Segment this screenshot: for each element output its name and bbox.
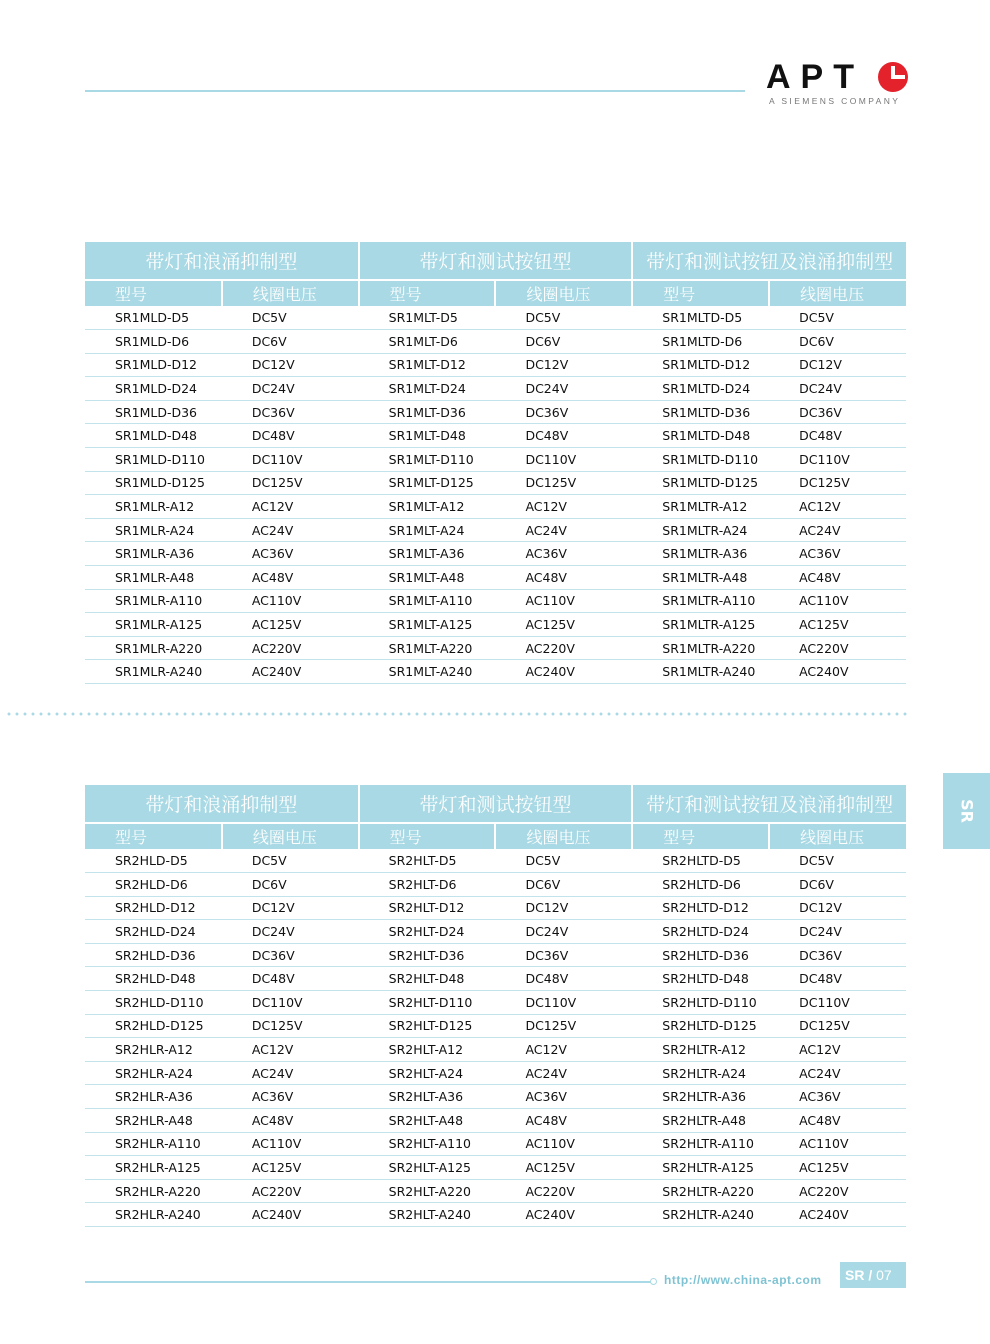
table-row (85, 306, 906, 330)
model-cell: SR1MLR-A12 (85, 495, 222, 519)
coil-voltage-cell: DC125V (769, 471, 906, 495)
coil-voltage-cell: AC48V (769, 566, 906, 590)
model-cell: SR2HLR-A240 (85, 1203, 222, 1227)
model-cell: SR2HLTR-A48 (632, 1109, 769, 1133)
model-cell: SR1MLT-A125 (359, 613, 496, 637)
model-cell: SR2HLTR-A220 (632, 1179, 769, 1203)
table-row (85, 1014, 906, 1038)
coil-voltage-cell: AC125V (495, 613, 632, 637)
model-cell: SR1MLTR-A12 (632, 495, 769, 519)
model-cell: SR1MLT-A24 (359, 518, 496, 542)
coil-voltage-cell: DC5V (222, 306, 359, 330)
model-cell: SR1MLR-A24 (85, 518, 222, 542)
coil-voltage-cell: AC240V (769, 1203, 906, 1227)
col-header-coil-voltage: 线圈电压 (495, 280, 632, 306)
model-cell: SR2HLR-A220 (85, 1179, 222, 1203)
footer-url: http://www.china-apt.com (664, 1273, 822, 1287)
group-title-lamp-test: 带灯和测试按钮型 (359, 785, 633, 823)
table-row (85, 991, 906, 1015)
model-cell: SR2HLD-D36 (85, 943, 222, 967)
page-separator: / (868, 1267, 873, 1283)
table-row (85, 660, 906, 684)
model-cell: SR1MLD-D5 (85, 306, 222, 330)
page-number-badge (840, 1262, 906, 1288)
table-row (85, 542, 906, 566)
apt-logo (766, 58, 916, 108)
table-row (85, 448, 906, 472)
model-cell: SR1MLT-D24 (359, 377, 496, 401)
model-cell: SR2HLT-A12 (359, 1038, 496, 1062)
coil-voltage-cell: DC12V (495, 896, 632, 920)
col-header-model: 型号 (85, 823, 222, 849)
model-cell: SR1MLT-A240 (359, 660, 496, 684)
col-header-coil-voltage: 线圈电压 (495, 823, 632, 849)
table-row (85, 1085, 906, 1109)
table-row (85, 1203, 906, 1227)
model-cell: SR1MLTD-D6 (632, 330, 769, 354)
coil-voltage-cell: AC36V (769, 542, 906, 566)
coil-voltage-cell: AC12V (222, 495, 359, 519)
model-cell: SR1MLT-A48 (359, 566, 496, 590)
model-cell: SR1MLTR-A220 (632, 636, 769, 660)
table-row (85, 849, 906, 873)
footer-rule (85, 1281, 652, 1283)
table-row (85, 1038, 906, 1062)
coil-voltage-cell: AC12V (222, 1038, 359, 1062)
coil-voltage-cell: DC12V (495, 353, 632, 377)
coil-voltage-cell: AC110V (769, 589, 906, 613)
table-row (85, 920, 906, 944)
coil-voltage-cell: DC6V (769, 873, 906, 897)
coil-voltage-cell: AC240V (769, 660, 906, 684)
model-cell: SR1MLTR-A240 (632, 660, 769, 684)
model-cell: SR1MLTD-D12 (632, 353, 769, 377)
coil-voltage-cell: DC48V (495, 424, 632, 448)
model-cell: SR1MLTR-A24 (632, 518, 769, 542)
model-cell: SR1MLT-D36 (359, 400, 496, 424)
model-cell: SR1MLD-D48 (85, 424, 222, 448)
table-row (85, 1109, 906, 1133)
model-cell: SR1MLTD-D5 (632, 306, 769, 330)
coil-voltage-cell: DC12V (769, 896, 906, 920)
model-cell: SR2HLT-A48 (359, 1109, 496, 1133)
model-cell: SR2HLTR-A125 (632, 1156, 769, 1180)
coil-voltage-cell: DC24V (769, 920, 906, 944)
coil-voltage-cell: AC48V (495, 566, 632, 590)
coil-voltage-cell: AC24V (769, 1061, 906, 1085)
coil-voltage-cell: DC36V (769, 943, 906, 967)
col-header-model: 型号 (85, 280, 222, 306)
table-row (85, 353, 906, 377)
coil-voltage-cell: AC24V (769, 518, 906, 542)
coil-voltage-cell: DC110V (495, 991, 632, 1015)
model-cell: SR2HLT-D5 (359, 849, 496, 873)
table-row (85, 1132, 906, 1156)
coil-voltage-cell: DC5V (769, 849, 906, 873)
coil-voltage-cell: DC24V (495, 377, 632, 401)
model-cell: SR2HLR-A125 (85, 1156, 222, 1180)
coil-voltage-cell: AC24V (495, 1061, 632, 1085)
model-cell: SR1MLR-A36 (85, 542, 222, 566)
table-row (85, 518, 906, 542)
col-header-coil-voltage: 线圈电压 (769, 280, 906, 306)
footer-dot-icon (650, 1278, 657, 1285)
coil-voltage-cell: DC36V (769, 400, 906, 424)
coil-voltage-cell: AC36V (769, 1085, 906, 1109)
model-cell: SR2HLD-D48 (85, 967, 222, 991)
model-cell: SR1MLT-D110 (359, 448, 496, 472)
coil-voltage-cell: AC125V (769, 1156, 906, 1180)
clock-logo-icon (878, 62, 908, 92)
coil-voltage-cell: AC12V (769, 1038, 906, 1062)
coil-voltage-cell: DC36V (495, 400, 632, 424)
model-cell: SR2HLD-D125 (85, 1014, 222, 1038)
coil-voltage-cell: AC240V (495, 660, 632, 684)
model-cell: SR1MLTR-A48 (632, 566, 769, 590)
coil-voltage-cell: AC48V (222, 1109, 359, 1133)
coil-voltage-cell: DC110V (769, 991, 906, 1015)
col-header-coil-voltage: 线圈电压 (222, 280, 359, 306)
model-cell: SR2HLT-A24 (359, 1061, 496, 1085)
coil-voltage-cell: AC240V (222, 660, 359, 684)
table-row (85, 1179, 906, 1203)
model-cell: SR2HLT-A110 (359, 1132, 496, 1156)
model-cell: SR1MLTR-A125 (632, 613, 769, 637)
spec-table-sr2 (85, 785, 906, 1227)
coil-voltage-cell: DC24V (222, 377, 359, 401)
model-cell: SR1MLR-A220 (85, 636, 222, 660)
coil-voltage-cell: AC110V (222, 1132, 359, 1156)
coil-voltage-cell: AC12V (495, 1038, 632, 1062)
model-cell: SR1MLR-A48 (85, 566, 222, 590)
page-section: SR (845, 1267, 865, 1283)
model-cell: SR1MLT-D12 (359, 353, 496, 377)
table-row (85, 873, 906, 897)
coil-voltage-cell: DC24V (222, 920, 359, 944)
coil-voltage-cell: AC110V (222, 589, 359, 613)
coil-voltage-cell: AC48V (222, 566, 359, 590)
model-cell: SR2HLTR-A240 (632, 1203, 769, 1227)
side-tab-label: SR (957, 799, 976, 823)
model-cell: SR1MLTR-A36 (632, 542, 769, 566)
model-cell: SR2HLTR-A12 (632, 1038, 769, 1062)
table-row (85, 424, 906, 448)
model-cell: SR2HLR-A48 (85, 1109, 222, 1133)
model-cell: SR2HLR-A36 (85, 1085, 222, 1109)
logo-text: APT (766, 58, 864, 96)
coil-voltage-cell: DC125V (495, 1014, 632, 1038)
coil-voltage-cell: DC5V (495, 306, 632, 330)
coil-voltage-cell: DC110V (495, 448, 632, 472)
model-cell: SR1MLTD-D24 (632, 377, 769, 401)
coil-voltage-cell: DC6V (222, 330, 359, 354)
table-row (85, 613, 906, 637)
coil-voltage-cell: AC24V (222, 1061, 359, 1085)
coil-voltage-cell: AC125V (222, 1156, 359, 1180)
coil-voltage-cell: DC48V (769, 967, 906, 991)
model-cell: SR2HLTD-D6 (632, 873, 769, 897)
coil-voltage-cell: DC125V (222, 1014, 359, 1038)
model-cell: SR2HLT-D12 (359, 896, 496, 920)
model-cell: SR2HLTD-D24 (632, 920, 769, 944)
coil-voltage-cell: AC36V (222, 1085, 359, 1109)
coil-voltage-cell: DC36V (222, 943, 359, 967)
model-cell: SR1MLD-D110 (85, 448, 222, 472)
coil-voltage-cell: DC6V (495, 330, 632, 354)
coil-voltage-cell: AC24V (222, 518, 359, 542)
model-cell: SR2HLTR-A110 (632, 1132, 769, 1156)
model-cell: SR1MLT-A110 (359, 589, 496, 613)
model-cell: SR1MLT-D125 (359, 471, 496, 495)
group-title-lamp-test: 带灯和测试按钮型 (359, 242, 633, 280)
model-cell: SR1MLTD-D36 (632, 400, 769, 424)
table-row (85, 967, 906, 991)
table-row (85, 896, 906, 920)
col-header-model: 型号 (632, 280, 769, 306)
table-row (85, 400, 906, 424)
coil-voltage-cell: DC12V (769, 353, 906, 377)
model-cell: SR2HLR-A24 (85, 1061, 222, 1085)
col-header-model: 型号 (359, 280, 496, 306)
coil-voltage-cell: DC5V (769, 306, 906, 330)
spec-table-sr1 (85, 242, 906, 684)
model-cell: SR2HLT-D36 (359, 943, 496, 967)
model-cell: SR2HLD-D5 (85, 849, 222, 873)
table-row (85, 636, 906, 660)
table-row (85, 471, 906, 495)
model-cell: SR2HLT-D110 (359, 991, 496, 1015)
model-cell: SR2HLT-D24 (359, 920, 496, 944)
model-cell: SR2HLT-A220 (359, 1179, 496, 1203)
coil-voltage-cell: AC240V (495, 1203, 632, 1227)
coil-voltage-cell: DC48V (769, 424, 906, 448)
model-cell: SR1MLT-D5 (359, 306, 496, 330)
model-cell: SR1MLR-A240 (85, 660, 222, 684)
model-cell: SR1MLD-D125 (85, 471, 222, 495)
model-cell: SR1MLT-A220 (359, 636, 496, 660)
coil-voltage-cell: AC36V (495, 542, 632, 566)
coil-voltage-cell: DC5V (495, 849, 632, 873)
coil-voltage-cell: DC48V (222, 967, 359, 991)
table-row (85, 377, 906, 401)
coil-voltage-cell: AC220V (222, 636, 359, 660)
coil-voltage-cell: DC6V (495, 873, 632, 897)
coil-voltage-cell: AC36V (222, 542, 359, 566)
coil-voltage-cell: AC220V (222, 1179, 359, 1203)
model-cell: SR1MLD-D6 (85, 330, 222, 354)
model-cell: SR2HLD-D24 (85, 920, 222, 944)
model-cell: SR2HLD-D6 (85, 873, 222, 897)
col-header-coil-voltage: 线圈电压 (222, 823, 359, 849)
model-cell: SR1MLT-A36 (359, 542, 496, 566)
coil-voltage-cell: DC36V (495, 943, 632, 967)
model-cell: SR1MLR-A125 (85, 613, 222, 637)
dotted-divider (5, 712, 910, 716)
coil-voltage-cell: DC48V (495, 967, 632, 991)
coil-voltage-cell: DC110V (222, 448, 359, 472)
coil-voltage-cell: AC220V (495, 1179, 632, 1203)
model-cell: SR2HLR-A12 (85, 1038, 222, 1062)
coil-voltage-cell: AC240V (222, 1203, 359, 1227)
model-cell: SR2HLD-D12 (85, 896, 222, 920)
model-cell: SR2HLTD-D48 (632, 967, 769, 991)
coil-voltage-cell: AC48V (769, 1109, 906, 1133)
model-cell: SR2HLTD-D36 (632, 943, 769, 967)
coil-voltage-cell: DC12V (222, 353, 359, 377)
model-cell: SR1MLTD-D110 (632, 448, 769, 472)
coil-voltage-cell: AC24V (495, 518, 632, 542)
page-number: 07 (876, 1267, 892, 1283)
coil-voltage-cell: AC125V (495, 1156, 632, 1180)
group-title-lamp-surge: 带灯和浪涌抑制型 (85, 242, 359, 280)
col-header-model: 型号 (359, 823, 496, 849)
coil-voltage-cell: AC125V (769, 613, 906, 637)
group-title-lamp-surge: 带灯和浪涌抑制型 (85, 785, 359, 823)
coil-voltage-cell: DC24V (769, 377, 906, 401)
model-cell: SR2HLTD-D5 (632, 849, 769, 873)
model-cell: SR1MLTD-D48 (632, 424, 769, 448)
model-cell: SR1MLT-D48 (359, 424, 496, 448)
table-row (85, 1061, 906, 1085)
coil-voltage-cell: DC125V (495, 471, 632, 495)
table-row (85, 589, 906, 613)
coil-voltage-cell: DC48V (222, 424, 359, 448)
model-cell: SR2HLT-D48 (359, 967, 496, 991)
col-header-model: 型号 (632, 823, 769, 849)
coil-voltage-cell: AC110V (495, 1132, 632, 1156)
model-cell: SR2HLTR-A24 (632, 1061, 769, 1085)
coil-voltage-cell: DC12V (222, 896, 359, 920)
model-cell: SR2HLT-A36 (359, 1085, 496, 1109)
table-row (85, 330, 906, 354)
model-cell: SR1MLTR-A110 (632, 589, 769, 613)
model-cell: SR1MLR-A110 (85, 589, 222, 613)
coil-voltage-cell: DC36V (222, 400, 359, 424)
coil-voltage-cell: AC220V (769, 636, 906, 660)
coil-voltage-cell: AC110V (769, 1132, 906, 1156)
coil-voltage-cell: DC125V (222, 471, 359, 495)
model-cell: SR2HLT-A240 (359, 1203, 496, 1227)
coil-voltage-cell: AC36V (495, 1085, 632, 1109)
table-row (85, 1156, 906, 1180)
section-side-tab (943, 773, 990, 849)
logo-subtitle: A SIEMENS COMPANY (769, 96, 901, 106)
coil-voltage-cell: AC12V (495, 495, 632, 519)
coil-voltage-cell: DC125V (769, 1014, 906, 1038)
model-cell: SR2HLTD-D125 (632, 1014, 769, 1038)
coil-voltage-cell: AC220V (769, 1179, 906, 1203)
coil-voltage-cell: AC110V (495, 589, 632, 613)
coil-voltage-cell: AC125V (222, 613, 359, 637)
model-cell: SR2HLD-D110 (85, 991, 222, 1015)
group-title-lamp-test-surge: 带灯和测试按钮及浪涌抑制型 (632, 242, 906, 280)
model-cell: SR2HLTR-A36 (632, 1085, 769, 1109)
group-title-lamp-test-surge: 带灯和测试按钮及浪涌抑制型 (632, 785, 906, 823)
table-row (85, 495, 906, 519)
coil-voltage-cell: DC6V (222, 873, 359, 897)
coil-voltage-cell: DC5V (222, 849, 359, 873)
coil-voltage-cell: AC12V (769, 495, 906, 519)
model-cell: SR1MLD-D24 (85, 377, 222, 401)
table-row (85, 566, 906, 590)
coil-voltage-cell: AC48V (495, 1109, 632, 1133)
model-cell: SR1MLT-D6 (359, 330, 496, 354)
model-cell: SR2HLT-D125 (359, 1014, 496, 1038)
model-cell: SR2HLTD-D110 (632, 991, 769, 1015)
model-cell: SR1MLT-A12 (359, 495, 496, 519)
coil-voltage-cell: DC110V (769, 448, 906, 472)
model-cell: SR1MLD-D12 (85, 353, 222, 377)
model-cell: SR2HLR-A110 (85, 1132, 222, 1156)
model-cell: SR1MLD-D36 (85, 400, 222, 424)
table-row (85, 943, 906, 967)
model-cell: SR2HLTD-D12 (632, 896, 769, 920)
coil-voltage-cell: AC220V (495, 636, 632, 660)
header-rule (85, 90, 745, 92)
coil-voltage-cell: DC24V (495, 920, 632, 944)
model-cell: SR1MLTD-D125 (632, 471, 769, 495)
model-cell: SR2HLT-A125 (359, 1156, 496, 1180)
model-cell: SR2HLT-D6 (359, 873, 496, 897)
coil-voltage-cell: DC6V (769, 330, 906, 354)
coil-voltage-cell: DC110V (222, 991, 359, 1015)
col-header-coil-voltage: 线圈电压 (769, 823, 906, 849)
